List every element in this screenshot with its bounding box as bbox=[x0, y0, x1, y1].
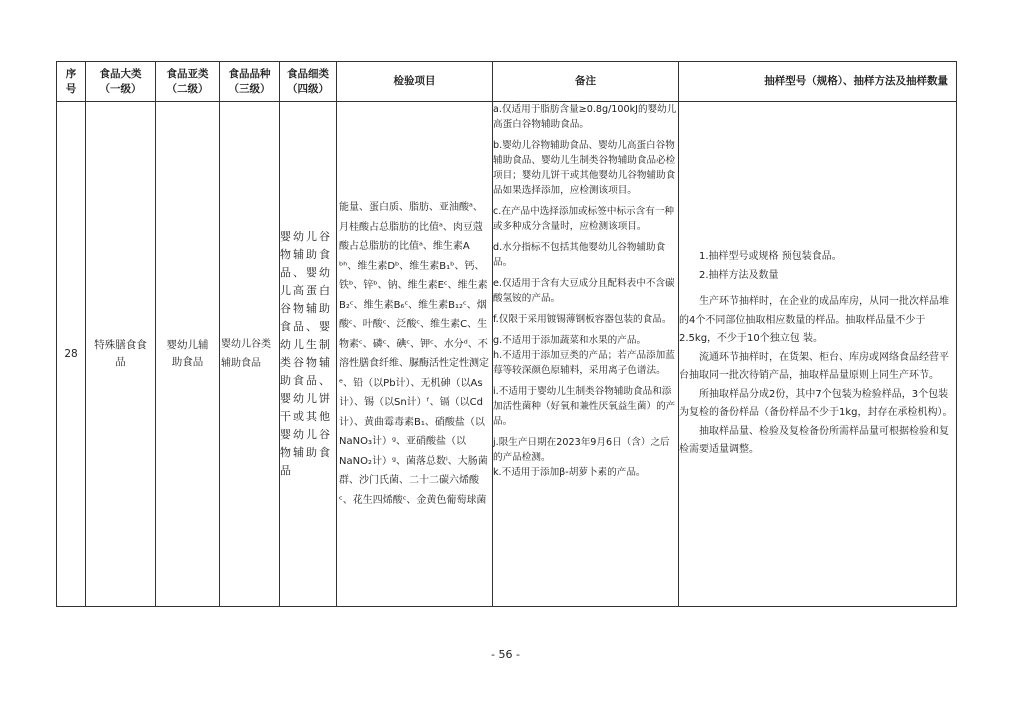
note-e: e.仅适用于含有大豆成分且配料表中不含碳酸氢铵的产品。 bbox=[493, 278, 675, 304]
header-category-level3: 食品品种 （三级） bbox=[220, 62, 280, 102]
header-category-level2: 食品亚类 （二级） bbox=[156, 62, 220, 102]
sampling-adjust: 抽取样品量、检验及复检备份所需样品量可根据检验和复检需要适量调整。 bbox=[679, 425, 949, 456]
header-test-items: 检验项目 bbox=[337, 62, 493, 102]
note-f: f.仅限于采用镀锡薄钢板容器包装的食品。 bbox=[493, 314, 672, 325]
sampling-production: 生产环节抽样时，在企业的成品库房，从同一批次样品堆的4个不同部位抽取相应数量的样品。抽取样品量不少于2.5kg，不少于10个独立包 装。 bbox=[679, 296, 949, 345]
header-sampling: 抽样型号（规格）、抽样方法及抽样数量 bbox=[679, 62, 957, 102]
sampling-split: 所抽取样品分成2份，其中7个包装为检验样品，3个包装为复检的备份样品（备份样品不少于1kg，封存在承检机构）。 bbox=[679, 388, 953, 419]
row-sampling bbox=[679, 102, 957, 607]
row-category-level1: 特殊膳食食 品 bbox=[86, 102, 156, 607]
table-row bbox=[57, 102, 957, 607]
header-category-level4: 食品细类 （四级） bbox=[280, 62, 337, 102]
note-j: j.限生产日期在2023年9月6日（含）之后的产品检测。 bbox=[493, 437, 670, 463]
row-seq: 28 bbox=[57, 102, 86, 607]
row-category-level3: 婴幼儿谷类辅助食品 bbox=[220, 102, 280, 607]
header-row bbox=[57, 62, 957, 102]
note-d: d.水分指标不包括其他婴幼儿谷物辅助食品。 bbox=[493, 242, 666, 268]
header-notes: 备注 bbox=[493, 62, 679, 102]
row-test-items: 能量、蛋白质、脂肪、亚油酸ᵃ、月桂酸占总脂肪的比值ᵃ、肉豆蔻酸占总脂肪的比值ᵃ、维生素A ᵇʰ、维生素Dᵇ、维生素B₁ᵇ、钙、铁ᵇ、锌ᵇ、钠、维生素Eᶜ、维生素B₂ᶜ、维生素B₆ᶜ、维生素B₁₂ᶜ、烟酸ᶜ、叶酸ᶜ、泛酸ᶜ、维生素C、生物素ᶜ、磷ᶜ、碘ᶜ、钾ᶜ、水分ᵈ、不溶性膳食纤维、脲酶活性定性测定ᵉ、铅（以Pb计）、无机砷（以As计）、锡（以Sn计）ᶠ、镉（以Cd计）、黄曲霉毒素B₁、硝酸盐（以NaNO₃计）ᵍ、亚硝酸盐（以NaNO₂计）ᵍ、菌落总数ⁱ、大肠菌群、沙门氏菌、二十二碳六烯酸ᶜ、花生四烯酸ᶜ、金黄色葡萄球菌 bbox=[337, 102, 493, 607]
row-category-level2: 婴幼儿辅 助食品 bbox=[156, 102, 220, 607]
note-k: k.不适用于添加β-胡萝卜素的产品。 bbox=[493, 467, 646, 478]
row-category-level4: 婴幼儿谷物辅助食品、婴幼儿高蛋白谷物辅助食品、婴幼儿生制类谷物辅助食品、婴幼儿饼干或其他婴幼儿谷物辅助食品 bbox=[280, 102, 337, 607]
sampling-spec-table bbox=[56, 61, 957, 607]
note-c: c.在产品中选择添加或标签中标示含有一种或多种成分含量时，应检测该项目。 bbox=[493, 206, 675, 232]
row-notes bbox=[493, 102, 679, 607]
note-g: g.不适用于添加蔬菜和水果的产品。 bbox=[493, 335, 647, 346]
sampling-method-title: 2.抽样方法及数量 bbox=[699, 269, 779, 281]
note-i: i.不适用于婴幼儿生制类谷物辅助食品和添加活性菌种（好氧和兼性厌氧益生菌）的产品。 bbox=[493, 386, 676, 427]
note-a: a.仅适用于脂肪含量≥0.8g/100kJ的婴幼儿高蛋白谷物辅助食品。 bbox=[493, 104, 677, 130]
header-category-level1: 食品大类 （一级） bbox=[86, 62, 156, 102]
note-b: b.婴幼儿谷物辅助食品、婴幼儿高蛋白谷物辅助食品、婴幼儿生制类谷物辅助食品必检项目；婴幼儿饼干或其他婴幼儿谷物辅助食品如果选择添加，应检测该项目。 bbox=[493, 140, 676, 196]
note-h: h.不适用于添加豆类的产品；若产品添加蓝莓等较深颜色原辅料，采用离子色谱法。 bbox=[493, 350, 675, 376]
header-seq: 序 号 bbox=[57, 62, 86, 102]
sampling-circulation: 流通环节抽样时，在货架、柜台、库房或网络食品经营平台抽取同一批次待销产品，抽取样品量原则上同生产环节。 bbox=[679, 351, 949, 382]
page-number: - 56 - bbox=[491, 648, 520, 661]
sampling-spec: 1.抽样型号或规格 预包装食品。 bbox=[699, 251, 842, 263]
